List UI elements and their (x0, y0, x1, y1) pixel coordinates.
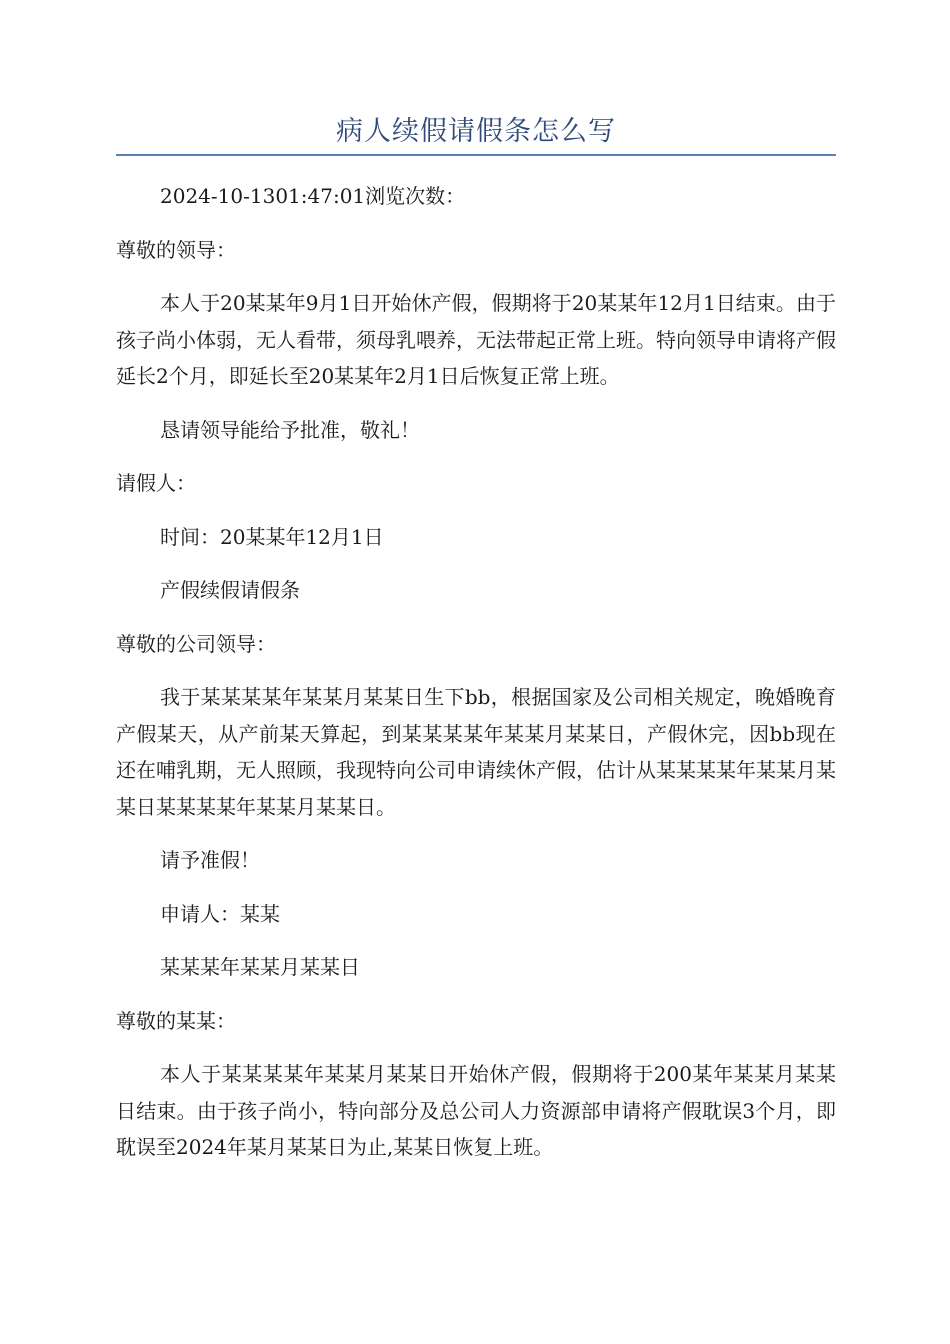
closing-line: 恳请领导能给予批准，敬礼！ (160, 417, 420, 442)
body-paragraph: 本人于某某某某年某某月某某日开始休产假，假期将于200某年某某月某某日结束。由于孩子尚小，特向部分及总公司人力资源部申请将产假耽误3个月，即耽误至2024年某月某某日为止,某某日恢复上班。 (116, 1062, 836, 1159)
date-line: 某某某年某某月某某日 (160, 955, 360, 979)
page-title: 病人续假请假条怎么写 (336, 116, 616, 147)
document-body (116, 178, 836, 1183)
closing-line: 请予准假！ (160, 848, 260, 872)
body-paragraph: 我于某某某某年某某月某某日生下bb，根据国家及公司相关规定，晚婚晚育产假某天，从产前某天算起，到某某某某年某某月某某日，产假休完，因bb现在还在哺乳期，无人照顾，我现特向公司申请续休产假，估计从某某某某年某某月某某日某某某某年某某月某某日。 (116, 685, 836, 819)
meta-line: 2024-10-1301:47:01浏览次数： (160, 184, 466, 208)
body-paragraph: 本人于20某某年9月1日开始休产假，假期将于20某某年12月1日结束。由于孩子尚小体弱，无人看带，须母乳喂养，无法带起正常上班。特向领导申请将产假延长2个月，即延长至20某某年2月1日后恢复正常上班。 (116, 291, 836, 388)
salutation: 尊敬的领导： (116, 237, 236, 262)
signature-label: 请假人： (116, 471, 196, 495)
title-divider (116, 154, 836, 156)
salutation: 尊敬的某某： (116, 1008, 236, 1033)
date-line: 时间：20某某年12月1日 (160, 524, 384, 549)
salutation: 尊敬的公司领导： (116, 631, 276, 656)
applicant-line: 申请人：某某 (160, 901, 280, 926)
section-heading: 产假续假请假条 (160, 578, 300, 602)
